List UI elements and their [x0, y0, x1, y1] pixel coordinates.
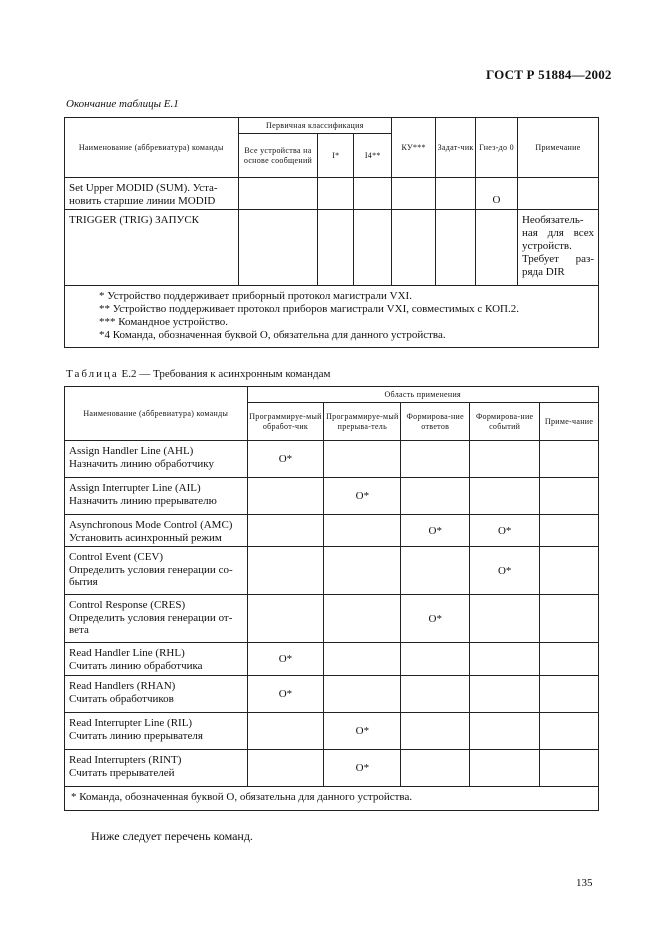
command-name: [65, 595, 248, 643]
command-english: Assign Handler Line (AHL): [69, 445, 194, 457]
mandatory-mark: [540, 547, 599, 595]
mandatory-mark: [401, 643, 470, 676]
mandatory-mark: O*: [470, 547, 540, 595]
mandatory-mark: [401, 547, 470, 595]
mandatory-mark: [540, 676, 599, 713]
table1-caption: Окончание таблицы Е.1: [66, 98, 179, 110]
table-e1-end: [64, 117, 599, 348]
command-english: Asynchronous Mode Control (AMC): [69, 519, 233, 531]
mandatory-mark: [470, 713, 540, 750]
mandatory-mark: O*: [401, 595, 470, 643]
mandatory-mark: [470, 478, 540, 515]
command-russian: Определить условия генерации со-бытия: [69, 563, 233, 588]
command-name: [65, 676, 248, 713]
command-name: [65, 643, 248, 676]
command-english: Read Handler Line (RHL): [69, 647, 185, 659]
mandatory-mark: [247, 478, 324, 515]
table-row: [65, 750, 599, 787]
mandatory-mark: [324, 595, 401, 643]
table-row: [65, 478, 599, 515]
command-name: TRIGGER (TRIG) ЗАПУСК: [65, 210, 239, 286]
table-row: [65, 676, 599, 713]
header-ku: КУ***: [392, 118, 436, 178]
table-row: [65, 595, 599, 643]
header-note: Примечание: [517, 118, 598, 178]
mandatory-mark: [324, 676, 401, 713]
footnote: * Устройство поддерживает приборный протокол магистрали VXI.: [99, 290, 412, 302]
table2-caption: [66, 368, 331, 380]
mandatory-mark: [470, 595, 540, 643]
mandatory-mark: [470, 441, 540, 478]
mandatory-mark: [470, 750, 540, 787]
footnotes: [65, 286, 599, 348]
command-name: [65, 515, 248, 547]
mandatory-mark: O*: [324, 478, 401, 515]
mandatory-mark: [324, 643, 401, 676]
table-row: [65, 210, 599, 286]
header-name: Наименование (аббревиатура) команды: [65, 118, 239, 178]
command-russian: Считать линию обработчика: [69, 659, 203, 672]
command-russian: Установить асинхронный режим: [69, 531, 222, 544]
mandatory-mark: [540, 595, 599, 643]
mandatory-mark: [247, 750, 324, 787]
mandatory-mark: [540, 478, 599, 515]
table-e2: [64, 386, 599, 811]
mandatory-mark: [324, 547, 401, 595]
page-number: 135: [576, 877, 593, 889]
mandatory-mark: O*: [324, 750, 401, 787]
mandatory-mark: [401, 713, 470, 750]
note-cell: Необязатель-ная для всех устройств. Требует раз-ряда DIR: [517, 210, 598, 286]
table-row: [65, 547, 599, 595]
mandatory-mark: [401, 441, 470, 478]
header-name: Наименование (аббревиатура) команды: [65, 387, 248, 441]
closing-text: Ниже следует перечень команд.: [91, 829, 253, 843]
footnote: *4 Команда, обозначенная буквой О, обязательна для данного устройства.: [99, 329, 446, 341]
command-name: [65, 750, 248, 787]
command-english: Control Response (CRES): [69, 599, 186, 611]
table2-caption-prefix: Таблица: [66, 368, 119, 380]
header-socket: Гнез-до 0: [476, 118, 518, 178]
header-prog-interrupter: Программируе-мый прерыва-тель: [324, 403, 401, 441]
command-english: Read Interrupter Line (RIL): [69, 717, 193, 729]
mandatory-mark: [540, 515, 599, 547]
table-row: [65, 515, 599, 547]
command-english: Assign Interrupter Line (AIL): [69, 482, 201, 494]
command-name: [65, 478, 248, 515]
command-russian: Определить условия генерации от-вета: [69, 611, 233, 636]
mandatory-mark: [540, 643, 599, 676]
command-english: Read Handlers (RHAN): [69, 680, 176, 692]
mandatory-mark: O*: [401, 515, 470, 547]
mandatory-mark: [247, 547, 324, 595]
mandatory-mark: [540, 441, 599, 478]
standard-number: ГОСТ Р 51884—2002: [486, 67, 612, 82]
header-note: Приме-чание: [540, 403, 599, 441]
mandatory-mark: [540, 713, 599, 750]
mandatory-mark: [247, 713, 324, 750]
command-name: Set Upper MODID (SUM). Уста-новить старшие линии MODID: [65, 178, 239, 210]
command-name: [65, 441, 248, 478]
mandatory-mark: [324, 515, 401, 547]
footnote: * Команда, обозначенная буквой О, обязательна для данного устройства.: [65, 787, 599, 811]
socket-mark: O: [476, 178, 518, 210]
mandatory-mark: O*: [470, 515, 540, 547]
command-name: [65, 547, 248, 595]
mandatory-mark: [540, 750, 599, 787]
header-responses: Формирова-ние ответов: [401, 403, 470, 441]
command-russian: Считать линию прерывателя: [69, 729, 203, 742]
footnote: *** Командное устройство.: [99, 316, 229, 328]
footnote: ** Устройство поддерживает протокол приборов магистрали VXI, совместимых с КОП.2.: [99, 303, 519, 315]
mandatory-mark: O*: [324, 713, 401, 750]
command-russian: Считать обработчиков: [69, 692, 174, 705]
mandatory-mark: [470, 676, 540, 713]
mandatory-mark: [401, 676, 470, 713]
header-all-devices: Все устройства на основе сообщений: [238, 134, 318, 178]
table-row: [65, 713, 599, 750]
command-russian: Назначить линию прерывателю: [69, 494, 217, 507]
mandatory-mark: [247, 595, 324, 643]
table-row: [65, 441, 599, 478]
mandatory-mark: O*: [247, 441, 324, 478]
header-i4: I4**: [354, 134, 392, 178]
mandatory-mark: [401, 750, 470, 787]
header-prog-handler: Программируе-мый обработ-чик: [247, 403, 324, 441]
header-i: I*: [318, 134, 354, 178]
header-talker: Задат-чик: [436, 118, 476, 178]
command-russian: Назначить линию обработчику: [69, 457, 214, 470]
mandatory-mark: [401, 478, 470, 515]
header-scope: Область применения: [247, 387, 598, 403]
mandatory-mark: [470, 643, 540, 676]
table-row: [65, 178, 599, 210]
command-english: Control Event (CEV): [69, 551, 164, 563]
mandatory-mark: [324, 441, 401, 478]
command-name: [65, 713, 248, 750]
table-row: [65, 643, 599, 676]
table2-caption-title: Е.2 — Требования к асинхронным командам: [121, 368, 331, 380]
mandatory-mark: O*: [247, 643, 324, 676]
header-events: Формирова-ние событий: [470, 403, 540, 441]
command-russian: Считать прерывателей: [69, 766, 175, 779]
mandatory-mark: [247, 515, 324, 547]
command-english: Read Interrupters (RINT): [69, 754, 182, 766]
header-primary: Первичная классификация: [238, 118, 392, 134]
mandatory-mark: O*: [247, 676, 324, 713]
